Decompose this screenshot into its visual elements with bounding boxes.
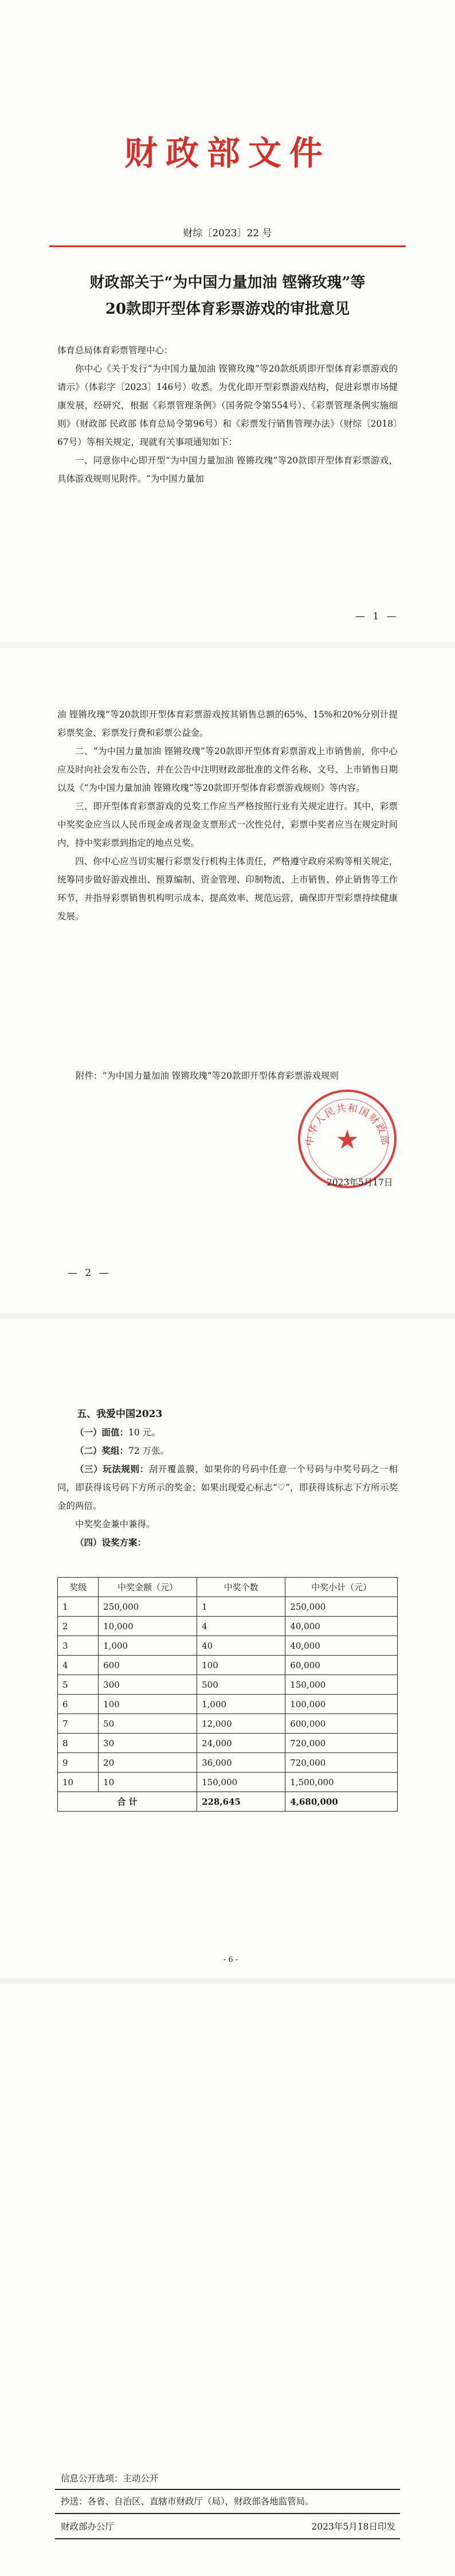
table-total-row <box>58 1792 398 1812</box>
disclosure-option: 信息公开选项：主动公开 <box>61 2473 159 2484</box>
page-1-body <box>57 341 398 488</box>
face-value: （一）面值：10 元。 <box>75 1427 160 1438</box>
prize-amount: 100 <box>99 1695 197 1714</box>
prize-count: 1,000 <box>197 1695 285 1714</box>
attachment-text: 附件：“为中国力量加油 铿锵玫瑰”等20款即开型体育彩票游戏规则 <box>76 1071 339 1081</box>
paragraph: 油 铿锵玫瑰”等20款即开型体育彩票游戏按其销售总额的65%、15%和20%分别计提彩票奖金、彩票发行费和彩票公益金。 <box>57 709 398 738</box>
prize-level: 6 <box>58 1695 99 1714</box>
prize-subtotal: 720,000 <box>285 1753 398 1773</box>
official-seal <box>298 1090 397 1188</box>
total-amount: 4,680,000 <box>285 1792 398 1812</box>
prize-level: 7 <box>58 1714 99 1734</box>
prize-subtotal: 600,000 <box>285 1714 398 1734</box>
prize-amount: 10,000 <box>99 1617 197 1636</box>
table-row <box>58 1714 398 1734</box>
table-row <box>58 1597 398 1617</box>
divider <box>55 2538 400 2539</box>
cc-list: 抄送：各省、自治区、直辖市财政厅（局），财政部各地监管局。 <box>61 2496 314 2507</box>
table-row <box>58 1656 398 1675</box>
table-row <box>58 1675 398 1695</box>
table-row <box>58 1617 398 1636</box>
prize-amount: 20 <box>99 1753 197 1773</box>
game-rules-note: 中奖奖金兼中兼得。 <box>75 1519 155 1529</box>
prize-level: 1 <box>58 1597 99 1617</box>
page-2-body <box>57 705 398 926</box>
prize-count: 4 <box>197 1617 285 1636</box>
column-header: 奖级 <box>58 1578 99 1597</box>
prize-subtotal: 40,000 <box>285 1617 398 1636</box>
paragraph: 一、同意你中心即开型“为中国力量加油 铿锵玫瑰”等20款即开型体育彩票游戏，具体游戏规则见附件。“为中国力量加 <box>57 455 398 484</box>
prize-amount: 30 <box>99 1734 197 1753</box>
divider <box>55 2489 400 2490</box>
prize-table-body <box>58 1597 398 1792</box>
prize-subtotal: 250,000 <box>285 1597 398 1617</box>
prize-subtotal: 1,500,000 <box>285 1773 398 1792</box>
prize-subtotal: 100,000 <box>285 1695 398 1714</box>
table-row <box>58 1636 398 1656</box>
page-3-body <box>57 1405 398 1552</box>
prize-plan-label: （四）设奖方案： <box>75 1537 147 1548</box>
prize-level: 3 <box>58 1636 99 1656</box>
document-header: 财政部文件 <box>124 134 331 173</box>
attachment <box>76 1067 397 1085</box>
table-header-row <box>58 1578 398 1597</box>
prize-table <box>57 1577 398 1812</box>
prize-level: 4 <box>58 1656 99 1675</box>
page-4 <box>0 1984 455 2576</box>
table-row <box>58 1734 398 1753</box>
prize-amount: 10 <box>99 1773 197 1792</box>
paragraph: 二、“为中国力量加油 铿锵玫瑰”等20款即开型体育彩票游戏上市销售前，你中心应及时向社会发布公告，并在公告中注明财政部批准的文件名称、文号、上市销售日期以及《“为中国力量加油 铿锵玫瑰”等20款即开型体育彩票游戏规则》等内容。 <box>57 746 398 793</box>
prize-subtotal: 150,000 <box>285 1675 398 1695</box>
prize-amount: 600 <box>99 1656 197 1675</box>
issuing-office: 财政部办公厅 <box>61 2522 115 2532</box>
column-header: 中奖金额（元） <box>99 1578 197 1597</box>
divider <box>55 2513 400 2514</box>
batch-size: （二）奖组：72 万张。 <box>75 1445 170 1456</box>
table-row <box>58 1773 398 1792</box>
prize-count: 36,000 <box>197 1753 285 1773</box>
table-row <box>58 1753 398 1773</box>
paragraph: 你中心《关于发行“为中国力量加油 铿锵玫瑰”等20款纸质即开型体育彩票游戏的请示》（体彩字〔2023〕146号）收悉。为优化即开型彩票游戏结构，促进彩票市场健康发展，经研究，根据《彩票管理条例》（国务院令第554号）、《彩票管理条例实施细则》（财政部 民政部 体育总局令第96号）和《彩票发行销售管理办法》（财综〔2018〕67号）等相关规定，现就有关事项通知如下： <box>57 364 398 447</box>
prize-count: 12,000 <box>197 1714 285 1734</box>
page-number: — 1 — <box>355 611 399 622</box>
total-label: 合 计 <box>58 1792 197 1812</box>
page-2 <box>0 648 455 1313</box>
total-count: 228,645 <box>197 1792 285 1812</box>
page-3 <box>0 1319 455 1978</box>
paragraph: 三、即开型体育彩票游戏的兑奖工作应当严格按照行业有关规定进行。其中，彩票中奖奖金应当以人民币现金或者现金支票形式一次性兑付，彩票中奖者应当在规定时间内，持中奖彩票到指定的地点兑奖。 <box>57 801 398 848</box>
prize-count: 24,000 <box>197 1734 285 1753</box>
game-rules: （三）玩法规则：刮开覆盖膜，如果你的号码中任意一个号码与中奖号码之一相同，即获得该号码下方所示的奖金；如果出现爱心标志“♡”，即获得该标志下方所示奖金的两倍。 <box>57 1463 398 1511</box>
page-1 <box>0 0 455 642</box>
column-header: 中奖小计（元） <box>285 1578 398 1597</box>
table-row <box>58 1695 398 1714</box>
page-number: — 2 — <box>68 1267 111 1279</box>
title-line-2: 20款即开型体育彩票游戏的审批意见 <box>105 300 350 318</box>
addressee: 体育总局体育彩票管理中心： <box>57 345 173 356</box>
prize-subtotal: 720,000 <box>285 1734 398 1753</box>
column-header: 中奖个数 <box>197 1578 285 1597</box>
page-number: - 6 - <box>223 1956 238 1964</box>
paragraph: 四、你中心应当切实履行彩票发行机构主体责任，严格遵守政府采购等相关规定，统筹同步做好游戏推出、预算编制、资金管理、印制物流、上市销售、停止销售等工作环节，并指导彩票销售机构明示成本、提高效率、规范运营，确保即开型彩票持续健康发展。 <box>57 856 398 922</box>
prize-level: 9 <box>58 1753 99 1773</box>
prize-count: 1 <box>197 1597 285 1617</box>
prize-level: 10 <box>58 1773 99 1792</box>
prize-amount: 1,000 <box>99 1636 197 1656</box>
prize-level: 5 <box>58 1675 99 1695</box>
star-icon: ★ <box>335 1124 359 1155</box>
section-title: 五、我爱中国2023 <box>77 1408 163 1420</box>
issue-date: 2023年5月17日 <box>327 1177 393 1188</box>
red-divider <box>49 245 406 247</box>
prize-amount: 300 <box>99 1675 197 1695</box>
prize-level: 2 <box>58 1617 99 1636</box>
prize-subtotal: 40,000 <box>285 1636 398 1656</box>
prize-level: 8 <box>58 1734 99 1753</box>
prize-count: 40 <box>197 1636 285 1656</box>
document-title <box>52 270 403 322</box>
prize-amount: 50 <box>99 1714 197 1734</box>
seal-text: 中华人民共和国财政部 <box>304 1102 391 1147</box>
prize-count: 500 <box>197 1675 285 1695</box>
prize-count: 150,000 <box>197 1773 285 1792</box>
print-date: 2023年5月18日印发 <box>311 2522 395 2532</box>
document-number: 财综〔2023〕22 号 <box>183 228 272 239</box>
prize-subtotal: 60,000 <box>285 1656 398 1675</box>
prize-count: 100 <box>197 1656 285 1675</box>
prize-amount: 250,000 <box>99 1597 197 1617</box>
title-line-1: 财政部关于“为中国力量加油 铿锵玫瑰”等 <box>89 274 366 291</box>
